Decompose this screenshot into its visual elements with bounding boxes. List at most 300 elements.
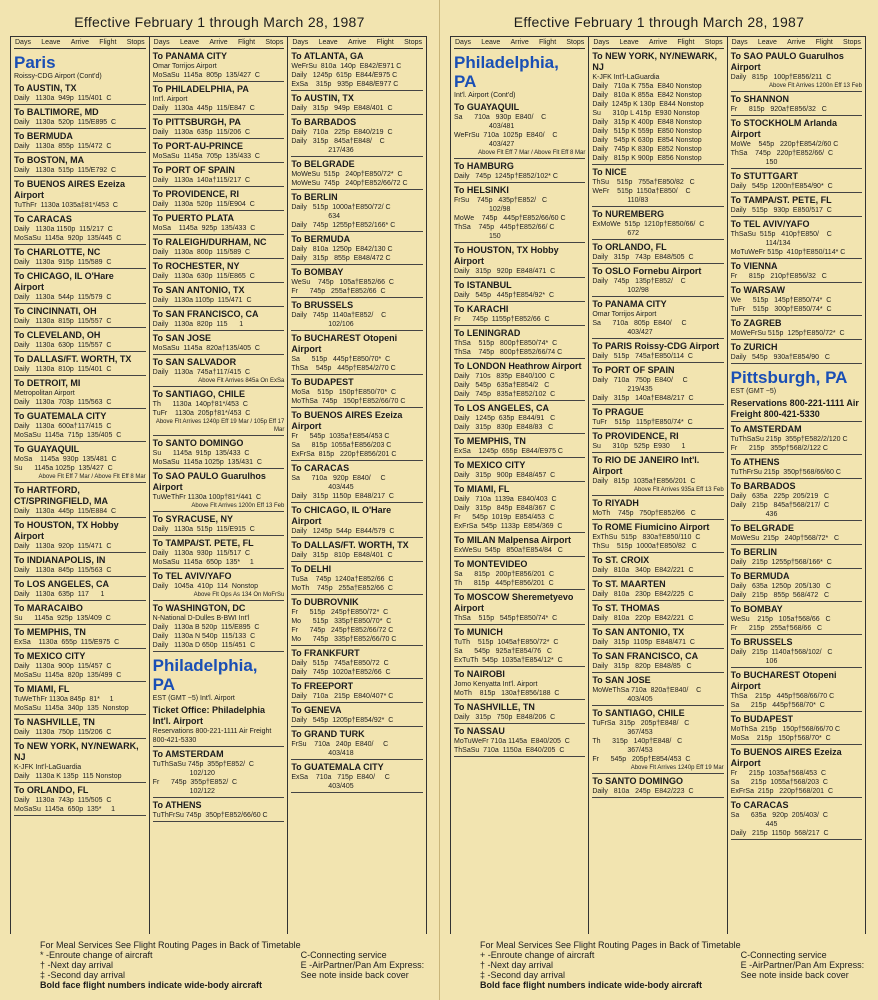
destination-name: To ST. CROIX xyxy=(592,555,650,565)
flight-row: 114/134 xyxy=(730,240,791,247)
flight-row: MoThSa 745p 150p†E852/66/70 C xyxy=(291,398,406,405)
destination-entry xyxy=(14,129,146,153)
flight-row: 445 xyxy=(730,821,778,828)
page-header: Effective February 1 through March 28, 1987 xyxy=(74,14,365,30)
flight-row: Sa 815p 1055a†E856/203 C xyxy=(291,442,392,449)
flight-row: MoTuWeFr 710a 1145a E840/205 C xyxy=(454,738,570,745)
column-header-label: Days xyxy=(731,39,748,46)
destination-name: To RALEIGH/DURHAM, NC xyxy=(152,237,267,247)
flight-row: Daily 1130a 915p 115/589 C xyxy=(14,259,112,266)
flight-row: MoThSa 215p 150p†568/66/70 C xyxy=(730,726,841,733)
flight-row: 150 xyxy=(730,159,778,166)
destination-entry xyxy=(14,518,146,553)
destination-entry xyxy=(592,363,723,405)
column-header-label: Flight xyxy=(677,39,695,46)
destination-subtitle: Omar Torrijos Airport xyxy=(592,311,657,318)
destination-entry xyxy=(153,387,285,436)
destination-entry xyxy=(454,700,585,724)
flight-row: MoWe 545p 220p†E854/2/60 C xyxy=(730,141,839,148)
destination-subtitle: K-JFK Int'l-LaGuardia xyxy=(592,74,660,81)
flight-row: Sa 710a 930p E840/ C xyxy=(454,114,547,121)
timetable-columns xyxy=(450,36,866,934)
destination-name: To ROCHESTER, NY xyxy=(152,261,240,271)
flight-row: MoSaSu 1145a 920p 135/445 C xyxy=(14,235,122,242)
flight-row: Fr 545p 205p†E854/453 C xyxy=(592,756,691,763)
flight-row: Daily 1130a 820p 115 1 xyxy=(152,321,244,328)
destination-name: To CHICAGO, IL O'Hare Airport xyxy=(14,271,114,292)
destination-name: To CINCINNATI, OH xyxy=(14,306,97,316)
column-header-label: Leave xyxy=(757,39,777,46)
destination-entry xyxy=(14,739,146,783)
flight-row: Sa 635a 920p 205/403/ C xyxy=(730,812,828,819)
destination-entry xyxy=(291,91,423,115)
column-header-label: Stops xyxy=(704,39,723,46)
flight-row: Daily 1130a 1150p 115/217 C xyxy=(14,226,113,233)
column-header-label: Leave xyxy=(481,39,501,46)
footer-legend: See note inside back cover xyxy=(300,970,409,980)
flight-row: Daily 710s 835p E840/100 C xyxy=(454,373,555,380)
destination-entry xyxy=(291,49,423,91)
flight-row: Daily 745p 1020a†E852/66 C xyxy=(291,669,391,676)
destination-entry xyxy=(291,760,423,793)
destination-entry xyxy=(291,232,423,265)
destination-subtitle: Jomo Kenyatta Int'l. Airport xyxy=(454,681,538,688)
destination-entry xyxy=(731,193,862,217)
flight-row: Daily 1130a 930p 115/517 C xyxy=(152,550,251,557)
destination-entry xyxy=(153,283,285,307)
destination-name: To DELHI xyxy=(291,564,332,574)
flight-row: Daily 710a 215p E840/407* C xyxy=(291,693,394,700)
destination-name: To BUDAPEST xyxy=(291,377,354,387)
destination-entry xyxy=(291,298,423,331)
destination-entry xyxy=(153,355,285,387)
destination-name: To VIENNA xyxy=(730,261,778,271)
flight-row: 403/405 xyxy=(592,696,653,703)
flight-row: 150 xyxy=(454,233,501,240)
destination-name: To DETROIT, MI xyxy=(14,378,81,388)
destination-name: To BOSTON, MA xyxy=(14,155,85,165)
flight-row: Daily 545p 930a†E854/90 C xyxy=(730,354,830,361)
destination-entry xyxy=(454,625,585,667)
destination-entry xyxy=(592,240,723,264)
flight-row: Daily 1245p 544p E844/579 C xyxy=(291,528,395,535)
flight-row: 436 xyxy=(730,511,778,518)
destination-name: To LENINGRAD xyxy=(454,328,521,338)
footer-note: + -Enroute change of aircraft xyxy=(480,950,595,960)
footer-note: Bold face flight numbers indicate wide-body aircraft xyxy=(40,980,263,990)
destination-entry xyxy=(14,105,146,129)
flight-row: Daily 745p 1255p†E852/166* C xyxy=(291,222,396,229)
destination-name: To GUAYAQUIL xyxy=(454,102,520,112)
destination-name: To STUTTGART xyxy=(730,171,798,181)
destination-entry xyxy=(153,798,285,822)
destination-name: To LONDON Heathrow Airport xyxy=(454,361,582,371)
destination-name: To HELSINKI xyxy=(454,185,509,195)
destination-name: To BERLIN xyxy=(291,192,338,202)
destination-name: To ATHENS xyxy=(152,800,202,810)
flight-row: MoSa 215p 150p†568/70* C xyxy=(730,735,831,742)
destination-entry xyxy=(291,538,423,562)
flight-note: Above Flt Eff 7 Mar / Above Flt Eff 8 Mar xyxy=(478,150,586,156)
flight-row: MoSaSu 1145a 650p 135* 1 xyxy=(152,559,254,566)
destination-entry xyxy=(14,625,146,649)
destination-subtitle: K-JFK Int'l-LaGuardia xyxy=(14,764,82,771)
flight-row: Fr 215p 1035a†568/453 C xyxy=(730,770,827,777)
destination-name: To ATLANTA, GA xyxy=(291,51,364,61)
flight-row: 219/435 xyxy=(592,386,653,393)
destination-entry xyxy=(291,375,423,408)
destination-entry xyxy=(14,245,146,269)
timetable-column xyxy=(450,37,589,934)
destination-name: To NEW YORK, NY/NEWARK, NJ xyxy=(14,741,139,762)
flight-row: Daily 745p 1140a†E852/ C xyxy=(291,312,387,319)
destination-entry xyxy=(454,724,585,757)
destination-entry xyxy=(731,712,862,745)
flight-row: MoSaSu 1145a 1025p 135/431 C xyxy=(152,459,262,466)
flight-row: ExThSu 515p 830a†E850/110 C xyxy=(592,534,701,541)
flight-row: 634 xyxy=(291,213,340,220)
flight-row: 403/427 xyxy=(454,141,515,148)
flight-row: WeFrSu 710a 1025p E840/ C xyxy=(454,132,558,139)
destination-name: To BOMBAY xyxy=(730,604,783,614)
flight-row: ExSa 315p 935p E848/E977 C xyxy=(291,81,399,88)
destination-entry xyxy=(153,569,285,601)
destination-entry xyxy=(592,297,723,339)
flight-row: Fr 215p 255a†568/66 C xyxy=(730,625,823,632)
flight-note: Above Flt Eff 7 Mar / Above Flt Eff 8 Mar xyxy=(38,474,146,480)
flight-row: Daily 745p 1245p†E852/102* C xyxy=(454,173,558,180)
destination-entry xyxy=(454,278,585,302)
destination-name: To BELGRADE xyxy=(730,523,794,533)
destination-entry xyxy=(291,461,423,503)
flight-row: 367/453 xyxy=(592,747,653,754)
destination-entry xyxy=(454,159,585,183)
destination-entry xyxy=(153,187,285,211)
flight-row: 102/122 xyxy=(152,788,215,795)
flight-row: Daily 1130a 855p 115/472 C xyxy=(14,143,112,150)
destination-entry xyxy=(291,646,423,679)
flight-row: Daily 215p 1140a†568/102/ C xyxy=(730,649,833,656)
flight-row: ThSa 745p 445p†E852/66/ C xyxy=(454,224,555,231)
timetable-column xyxy=(150,37,289,934)
flight-row: Daily 710a 750p E840/ C xyxy=(592,377,688,384)
flight-row: ExFrSa 815p 220p†E856/201 C xyxy=(291,451,397,458)
flight-row: Daily 315p 920p E848/471 C xyxy=(454,268,556,275)
destination-name: To INDIANAPOLIS, IN xyxy=(14,555,106,565)
destination-name: To BARBADOS xyxy=(291,117,357,127)
flight-row: Daily 515p 745a†E850/72 C xyxy=(291,660,389,667)
flight-row: MoSa 1145a 925p 135/433 C xyxy=(152,225,256,232)
flight-row: TuWeThFr 1130a 845p 81* 1 xyxy=(14,696,114,703)
destination-name: To NEW YORK, NY/NEWARK, NJ xyxy=(592,51,717,72)
column-header-label: Flight xyxy=(237,39,256,46)
destination-name: To BERMUDA xyxy=(14,131,73,141)
flight-row: Daily 315p 750p E848/206 C xyxy=(454,714,556,721)
destination-entry xyxy=(291,190,423,232)
destination-subtitle: Omar Torrijos Airport xyxy=(152,63,217,70)
flight-row: TuFr 1130a 205p†81*/453 C xyxy=(152,410,251,417)
destination-name: To BUENOS AIRES Ezeiza Airport xyxy=(291,410,403,431)
footer-note: Bold face flight numbers indicate wide-body aircraft xyxy=(480,980,703,990)
destination-subtitle: Int'l. Airport xyxy=(152,96,188,103)
flight-row: Daily 315p 949p E848/401 C xyxy=(291,105,393,112)
destination-entry xyxy=(731,479,862,521)
destination-entry xyxy=(454,557,585,590)
flight-row: MoSa 1145a 930p 135/481 C xyxy=(14,456,117,463)
flight-row: 102/98 xyxy=(454,206,511,213)
destination-name: To HAMBURG xyxy=(454,161,514,171)
flight-row: Daily 545p 1205p†E854/92* C xyxy=(291,717,394,724)
flight-row: ExFrSa 545p 1133p E854/369 C xyxy=(454,523,563,530)
flight-row: Daily 1130a 743p 115/505 C xyxy=(14,797,112,804)
destination-entry xyxy=(14,269,146,304)
destination-entry xyxy=(592,264,723,297)
flight-row: 102/120 xyxy=(152,770,215,777)
destination-name: To DUBROVNIK xyxy=(291,597,359,607)
destination-name: To MEMPHIS, TN xyxy=(454,436,526,446)
destination-entry xyxy=(153,307,285,331)
flight-row: Mo 745p 335p†E852/66/70 C xyxy=(291,636,397,643)
destination-name: To SAN ANTONIO, TX xyxy=(592,627,685,637)
flight-row: Daily 545p 445p†E854/92* C xyxy=(454,292,555,299)
destination-entry xyxy=(153,211,285,235)
destination-entry xyxy=(454,401,585,434)
column-header-label: Days xyxy=(455,39,471,46)
destination-entry xyxy=(592,453,723,496)
column-header-label: Arrive xyxy=(648,39,668,46)
destination-entry xyxy=(731,49,862,92)
flight-row: We 515p 145p†E850/74* C xyxy=(730,297,832,304)
flight-row: TuThFrSu 745p 350p†E852/66/60 C xyxy=(152,812,268,819)
destination-name: To NICE xyxy=(592,167,627,177)
flight-row: Daily 315p 820p E848/85 C xyxy=(592,663,692,670)
destination-entry xyxy=(592,577,723,601)
flight-row: Su 1145a 1025p 135/427 C xyxy=(14,465,113,472)
destination-entry xyxy=(454,533,585,557)
destination-name: To SAO PAULO Guarulhos Airport xyxy=(152,471,266,492)
flight-row: Daily 810a 230p E842/225 C xyxy=(592,591,694,598)
destination-entry xyxy=(153,331,285,355)
flight-row: Daily 810a 1250p E842/130 C xyxy=(291,246,393,253)
destination-name: To BRUSSELS xyxy=(730,637,793,647)
destination-name: To ATHENS xyxy=(730,457,780,467)
flight-row: Fr 545p 1019p E854/453 C xyxy=(454,514,555,521)
destination-entry xyxy=(14,649,146,682)
destination-entry xyxy=(291,157,423,190)
flight-row: 102/98 xyxy=(592,287,649,294)
destination-entry xyxy=(291,408,423,461)
flight-note: Above Flt Arrives 1200n Eff 13 Feb xyxy=(769,83,862,89)
flight-row: Daily 810a 220p E842/221 C xyxy=(592,615,694,622)
flight-row: Daily 1130a 810p 115/401 C xyxy=(14,366,112,373)
destination-name: To STOCKHOLM Arlanda Airport xyxy=(730,118,837,139)
destination-name: To NASHVILLE, TN xyxy=(454,702,535,712)
destination-name: To BUCHAREST Otopeni Airport xyxy=(291,333,398,354)
destination-name: To BARBADOS xyxy=(730,481,796,491)
destination-name: To BUCHAREST Otopeni Airport xyxy=(730,670,837,691)
footer-note: ‡ -Second day arrival xyxy=(480,970,566,980)
flight-row: Daily 1130a 520p 115/E895 C xyxy=(14,119,117,126)
flight-note: Above Flt Arrives 935a Eff 13 Feb xyxy=(634,487,724,493)
destination-name: To MARACAIBO xyxy=(14,603,83,613)
destination-entry xyxy=(731,455,862,479)
flight-row: Su 310p 525p E930 1 xyxy=(592,443,686,450)
flight-row: Th 315p 140p†E848/ C xyxy=(592,738,683,745)
destination-name: To PANAMA CITY xyxy=(592,299,667,309)
flight-row: ThSa 515p 800p†E850/74* C xyxy=(454,340,558,347)
destination-name: To RIYADH xyxy=(592,498,639,508)
destination-name: Reservations 800-221-1111 Air Freight 800-421-5330 xyxy=(730,398,859,419)
destination-name: To CHARLOTTE, NC xyxy=(14,247,101,257)
destination-entry xyxy=(454,482,585,533)
flight-row: Daily 315p 845a†E848/ C xyxy=(291,138,385,145)
timetable-column xyxy=(10,37,150,934)
flight-row: Sa 215p 1055a†568/203 C xyxy=(730,779,828,786)
flight-row: Daily 315p 855p E848/472 C xyxy=(291,255,391,262)
destination-entry xyxy=(153,82,285,115)
flight-row: 403/418 xyxy=(291,750,354,757)
flight-row: MoWeThSa 710a 820a†E840/ C xyxy=(592,687,702,694)
flight-row: ExSa 710a 715p E840/ C xyxy=(291,774,390,781)
flight-row: Fr 745p 1155p†E852/66 C xyxy=(454,316,550,323)
destination-name: To NUREMBERG xyxy=(592,209,665,219)
flight-row: ExMoWe 515p 1210p†E850/66/ C xyxy=(592,221,705,228)
destination-name: To TEL AVIV/YAFO xyxy=(152,571,232,581)
flight-row: Daily 1130a 800p 115/589 C xyxy=(152,249,251,256)
destination-name: To BOMBAY xyxy=(291,267,344,277)
destination-name: To GUATEMALA CITY xyxy=(14,411,107,421)
column-header-label: Days xyxy=(15,39,31,46)
flight-row: TuSa 745p 1240a†E852/66 C xyxy=(291,576,394,583)
flight-row: MoSaSu 1145a 820p 135/499 C xyxy=(14,672,122,679)
destination-subtitle: Metropolitan Airport xyxy=(14,390,75,397)
flight-row: Daily 515p 745a†E850/114 C xyxy=(592,353,693,360)
flight-row: MoSaSu 1145a 805p 135/427 C xyxy=(152,72,260,79)
flight-row: Fr 745p 245p†E852/66/72 C xyxy=(291,627,394,634)
destination-entry xyxy=(731,569,862,602)
destination-name: To MUNICH xyxy=(454,627,503,637)
destination-name: To BERMUDA xyxy=(730,571,790,581)
destination-name: To SAO PAULO Guarulhos Airport xyxy=(730,51,844,72)
flight-row: Daily 745p 135p†E852/ C xyxy=(592,278,686,285)
flight-row: Sa 710a 805p E840/ C xyxy=(592,320,687,327)
destination-name: To LOS ANGELES, CA xyxy=(454,403,550,413)
destination-name: To PITTSBURGH, PA xyxy=(152,117,241,127)
column-header-label: Flight xyxy=(99,39,117,46)
flight-row: TuTh 515p 1045a†E850/72* C xyxy=(454,639,559,646)
destination-entry xyxy=(731,422,862,455)
flight-row: Daily 1130a 515p 115/E915 C xyxy=(152,526,255,533)
flight-note: Above Flt Arrives 845a On ExSa xyxy=(198,378,285,384)
destination-name: To BUENOS AIRES Ezeiza Airport xyxy=(730,747,842,768)
destination-name: To ZAGREB xyxy=(730,318,782,328)
destination-entry xyxy=(14,153,146,177)
footer-note: * -Enroute change of aircraft xyxy=(40,950,153,960)
column-header-label: Leave xyxy=(179,39,200,46)
destination-entry xyxy=(592,207,723,240)
destination-entry xyxy=(454,100,585,159)
destination-name: To SAN JOSE xyxy=(152,333,212,343)
flight-row: ThSa 215p 445p†568/66/70 C xyxy=(730,693,835,700)
flight-row: TuThSaSu 215p 355p†E582/2/120 C xyxy=(730,436,848,443)
destination-entry xyxy=(153,601,285,652)
column-header-label: Arrive xyxy=(70,39,89,46)
destination-name: To ST. THOMAS xyxy=(592,603,660,613)
destination-name: To PROVIDENCE, RI xyxy=(592,431,679,441)
footer-legend: C-Connecting service xyxy=(300,950,387,960)
flight-row: Su 310p L 415p E930 Nonstop xyxy=(592,110,700,117)
flight-row: ThSa 545p 445p†E854/2/70 C xyxy=(291,365,396,372)
flight-row: TuThFrSu 215p 350p†568/66/60 C xyxy=(730,469,841,476)
footer-note: For Meal Services See Flight Routing Pages in Back of Timetable xyxy=(480,940,741,950)
column-header-label: Arrive xyxy=(209,39,228,46)
footer-note: † -Next day arrival xyxy=(480,960,554,970)
destination-entry xyxy=(592,49,723,165)
destination-entry xyxy=(592,673,723,706)
destination-entry xyxy=(731,316,862,340)
page-header: Effective February 1 through March 28, 1987 xyxy=(513,14,805,30)
flight-row: Daily 215p 855p 568/472 C xyxy=(730,592,830,599)
flight-note: Above Flt Arrives 1240p Eff 19 Mar / 105p Eff 17 Mar xyxy=(155,419,285,433)
destination-entry xyxy=(153,163,285,187)
flight-row: ThSa 745p 220p†E852/66/ C xyxy=(730,150,834,157)
destination-name: To PROVIDENCE, RI xyxy=(152,189,240,199)
column-header-label: Stops xyxy=(404,39,422,46)
origin-city-title: Philadelphia, PA xyxy=(454,53,559,91)
column-header-label: Days xyxy=(153,39,170,46)
flight-row: MoTuWeFr 515p 410p†E850/114* C xyxy=(730,249,846,256)
destination-entry xyxy=(291,265,423,298)
flight-row: Daily 1130a 600a†117/415 C xyxy=(14,423,112,430)
destination-entry xyxy=(14,682,146,715)
destination-entry xyxy=(291,115,423,157)
flight-row: Daily 1045a 410p 114 Nonstop xyxy=(152,583,259,590)
destination-entry xyxy=(454,302,585,326)
destination-entry xyxy=(731,745,862,798)
destination-name: To NASHVILLE, TN xyxy=(14,717,95,727)
flight-row: Daily 1245p 635p E844/91 C xyxy=(454,415,556,422)
destination-name: To PARIS Roissy-CDG Airport xyxy=(592,341,720,351)
flight-row: ExFrSa 215p 220p†568/201 C xyxy=(730,788,834,795)
flight-row: 403/481 xyxy=(454,123,515,130)
destination-name: To BRUSSELS xyxy=(291,300,354,310)
flight-row: Daily 1130a 635p 117 1 xyxy=(14,591,105,598)
destination-name: To NASSAU xyxy=(454,726,505,736)
flight-row: MoSaSu 1145a 340p 135 Nonstop xyxy=(14,705,129,712)
destination-name: To MOSCOW Sheremetyevo Airport xyxy=(454,592,574,613)
flight-row: MoWe 745p 445p†E852/66/60 C xyxy=(454,215,566,222)
column-header xyxy=(731,37,862,49)
destination-entry xyxy=(153,747,285,798)
flight-row: WeFrSu 810a 140p E842/E971 C xyxy=(291,63,402,70)
flight-row: ThSaSu 515p 410p†E850/ C xyxy=(730,231,832,238)
flight-row: Sa 215p 445p†568/70* C xyxy=(730,702,825,709)
footer-legend: C-Connecting service xyxy=(740,950,827,960)
flight-row: Th 1130a 140p†81*/453 C xyxy=(152,401,248,408)
destination-name: To BELGRADE xyxy=(291,159,355,169)
flight-row: Mo 515p 335p†E850/70* C xyxy=(291,618,392,625)
footer-note: For Meal Services See Flight Routing Pages in Back of Timetable xyxy=(40,940,301,950)
destination-entry xyxy=(454,326,585,359)
destination-name: To CARACAS xyxy=(291,463,350,473)
destination-entry xyxy=(731,92,862,116)
destination-name: To MIAMI, FL xyxy=(14,684,70,694)
timetable-column xyxy=(728,37,866,934)
destination-name: To LOS ANGELES, CA xyxy=(14,579,110,589)
flight-row: Daily 545p K 630p E854 Nonstop xyxy=(592,137,702,144)
flight-row: Daily 635a 1250p 205/130 C xyxy=(730,583,832,590)
destination-name: To SANTO DOMINGO xyxy=(592,776,683,786)
